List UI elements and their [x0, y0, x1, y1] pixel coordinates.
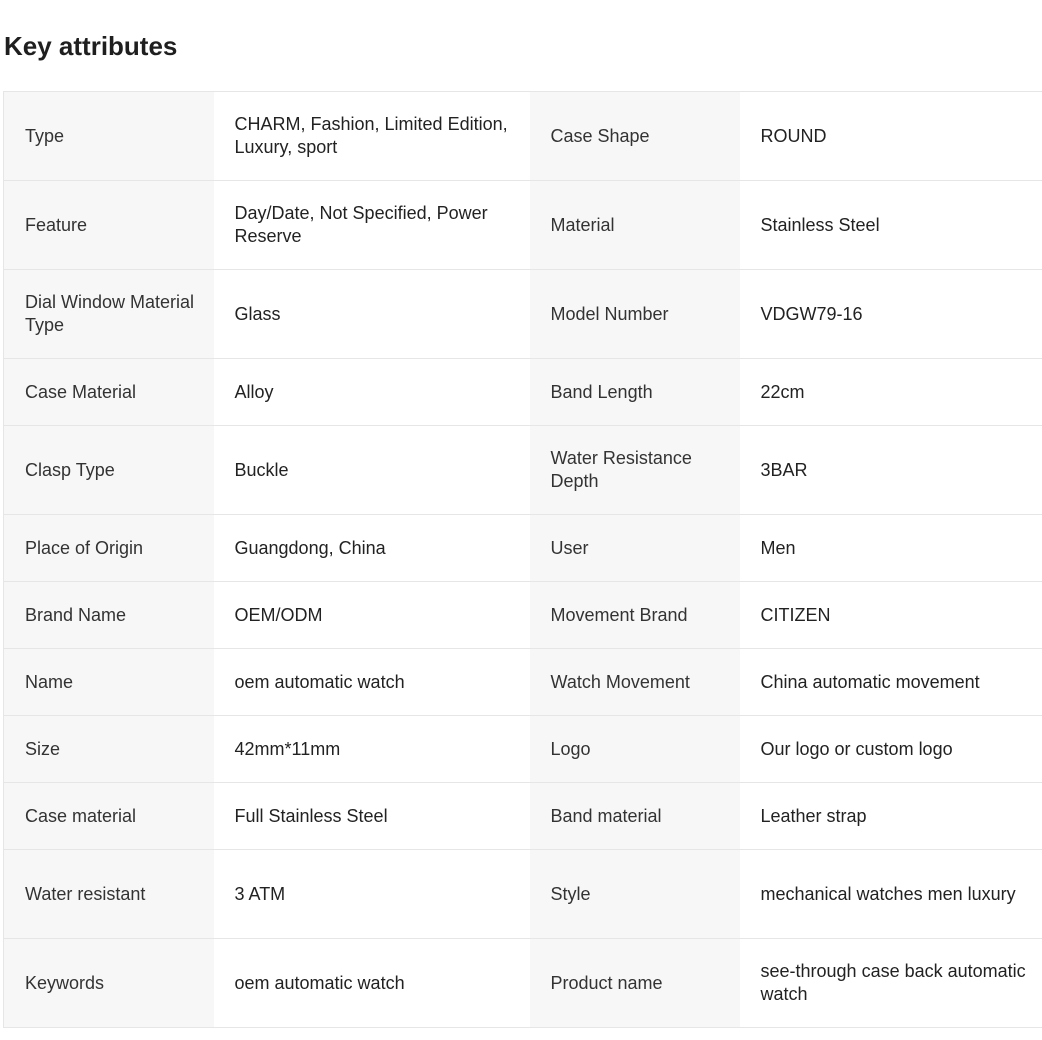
- attribute-value: VDGW79-16: [740, 270, 1042, 359]
- attribute-value: ROUND: [740, 92, 1042, 181]
- attribute-value: Alloy: [214, 359, 530, 426]
- attribute-value: Stainless Steel: [740, 181, 1042, 270]
- table-row: [4, 649, 1042, 716]
- attribute-value: Buckle: [214, 426, 530, 515]
- attribute-label: Logo: [530, 716, 740, 783]
- attribute-value: CHARM, Fashion, Limited Edition, Luxury, sport: [214, 92, 530, 181]
- attribute-label: Size: [4, 716, 214, 783]
- attribute-value: oem automatic watch: [214, 649, 530, 716]
- attribute-value: 3BAR: [740, 426, 1042, 515]
- attribute-value: Guangdong, China: [214, 515, 530, 582]
- attribute-value: OEM/ODM: [214, 582, 530, 649]
- table-row: [4, 426, 1042, 515]
- table-row: [4, 939, 1042, 1028]
- attribute-value: see-through case back automatic watch: [740, 939, 1042, 1028]
- attribute-label: Clasp Type: [4, 426, 214, 515]
- attribute-label: Material: [530, 181, 740, 270]
- table-row: [4, 270, 1042, 359]
- attribute-label: Case Shape: [530, 92, 740, 181]
- table-row: [4, 850, 1042, 939]
- attribute-label: User: [530, 515, 740, 582]
- attribute-value: 42mm*11mm: [214, 716, 530, 783]
- attribute-label: Water resistant: [4, 850, 214, 939]
- attribute-label: Feature: [4, 181, 214, 270]
- attribute-value: China automatic movement: [740, 649, 1042, 716]
- attribute-value: Glass: [214, 270, 530, 359]
- attributes-table: [3, 91, 1042, 1028]
- attribute-value: Men: [740, 515, 1042, 582]
- attribute-value: Full Stainless Steel: [214, 783, 530, 850]
- attribute-value: 3 ATM: [214, 850, 530, 939]
- attribute-label: Brand Name: [4, 582, 214, 649]
- table-row: [4, 181, 1042, 270]
- table-row: [4, 92, 1042, 181]
- attribute-value: 22cm: [740, 359, 1042, 426]
- table-row: [4, 582, 1042, 649]
- attribute-label: Type: [4, 92, 214, 181]
- attribute-value: Our logo or custom logo: [740, 716, 1042, 783]
- attribute-label: Keywords: [4, 939, 214, 1028]
- attribute-label: Place of Origin: [4, 515, 214, 582]
- attribute-label: Name: [4, 649, 214, 716]
- attribute-label: Band Length: [530, 359, 740, 426]
- attribute-value: mechanical watches men luxury: [740, 850, 1042, 939]
- table-row: [4, 716, 1042, 783]
- attribute-label: Model Number: [530, 270, 740, 359]
- attribute-label: Product name: [530, 939, 740, 1028]
- attribute-label: Case Material: [4, 359, 214, 426]
- attribute-value: oem automatic watch: [214, 939, 530, 1028]
- table-row: [4, 783, 1042, 850]
- table-row: [4, 359, 1042, 426]
- table-row: [4, 515, 1042, 582]
- attribute-label: Watch Movement: [530, 649, 740, 716]
- attribute-value: CITIZEN: [740, 582, 1042, 649]
- attribute-label: Water Resistance Depth: [530, 426, 740, 515]
- attribute-label: Dial Window Material Type: [4, 270, 214, 359]
- attribute-value: Leather strap: [740, 783, 1042, 850]
- attribute-label: Movement Brand: [530, 582, 740, 649]
- attribute-value: Day/Date, Not Specified, Power Reserve: [214, 181, 530, 270]
- attribute-label: Band material: [530, 783, 740, 850]
- attribute-label: Case material: [4, 783, 214, 850]
- attribute-label: Style: [530, 850, 740, 939]
- section-title: Key attributes: [4, 31, 178, 61]
